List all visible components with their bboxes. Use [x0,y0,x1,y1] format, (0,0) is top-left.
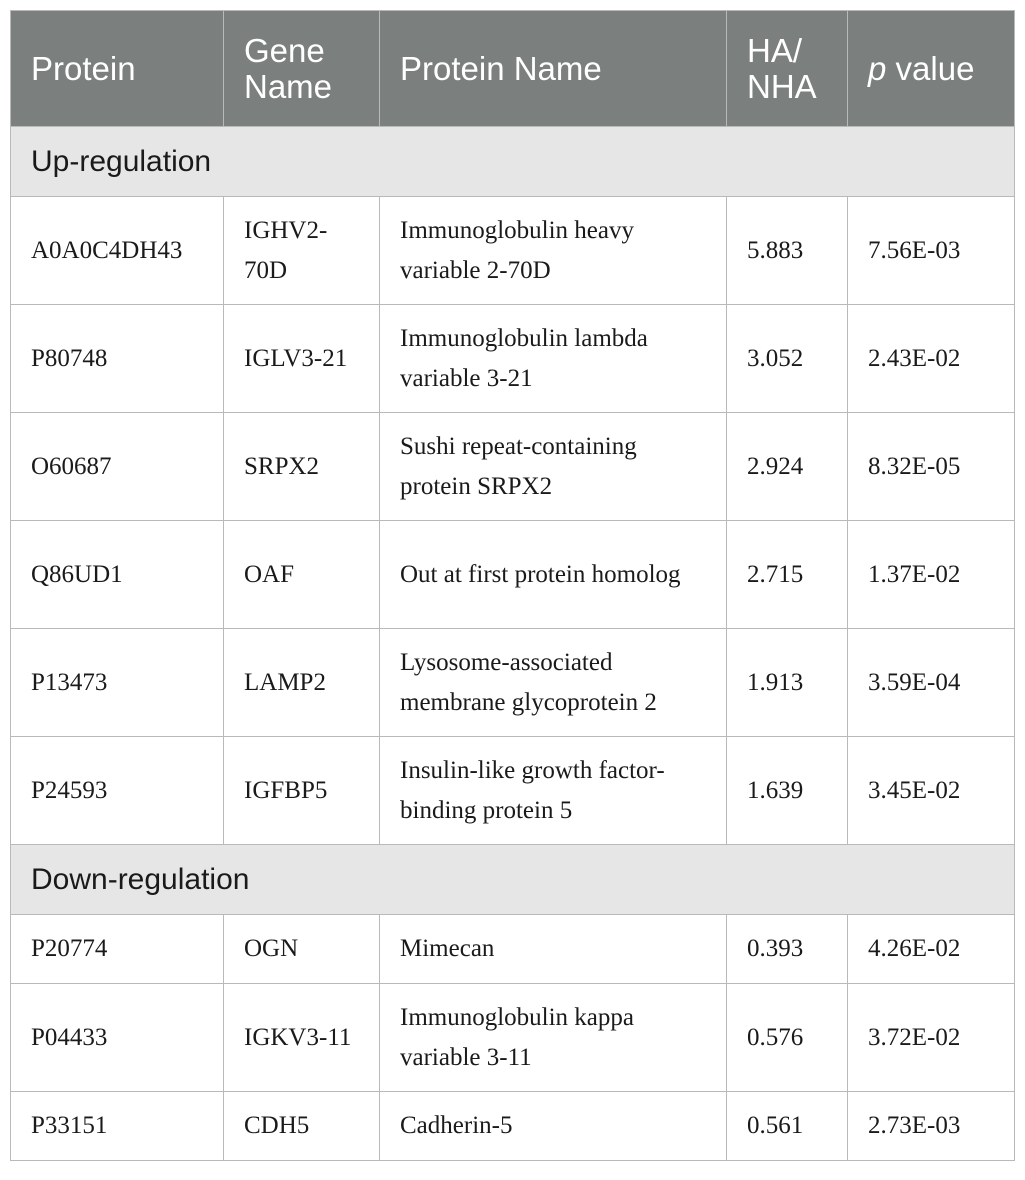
cell-p-value: 3.59E-04 [848,629,1015,737]
cell-p-value: 2.73E-03 [848,1092,1015,1161]
header-gene-name: Gene Name [224,11,380,127]
table-row [11,915,1015,984]
header-row [11,11,1015,127]
cell-p-value: 7.56E-03 [848,197,1015,305]
table-row [11,629,1015,737]
cell-ratio: 1.639 [727,737,848,845]
cell-protein-name: Mimecan [380,915,727,984]
table-row [11,413,1015,521]
cell-p-value: 1.37E-02 [848,521,1015,629]
table-row [11,1092,1015,1161]
section-row-down [11,845,1015,915]
table-row [11,305,1015,413]
cell-gene: IGHV2-70D [224,197,380,305]
cell-p-value: 8.32E-05 [848,413,1015,521]
table-row [11,197,1015,305]
cell-p-value: 4.26E-02 [848,915,1015,984]
header-protein: Protein [11,11,224,127]
cell-protein: P80748 [11,305,224,413]
cell-protein: P33151 [11,1092,224,1161]
p-rest: value [886,49,975,87]
header-ratio: HA/ NHA [727,11,848,127]
table-row [11,737,1015,845]
cell-protein-name: Immunoglobulin heavy variable 2-70D [380,197,727,305]
table-row [11,984,1015,1092]
cell-ratio: 0.393 [727,915,848,984]
header-p-value [848,11,1015,127]
cell-protein-name: Immunoglobulin lambda variable 3-21 [380,305,727,413]
cell-p-value: 2.43E-02 [848,305,1015,413]
cell-protein: P04433 [11,984,224,1092]
section-label-down: Down-regulation [11,845,1015,915]
cell-ratio: 2.924 [727,413,848,521]
p-letter: p [868,49,887,87]
cell-protein: P20774 [11,915,224,984]
cell-gene: OGN [224,915,380,984]
cell-gene: IGKV3-11 [224,984,380,1092]
cell-gene: SRPX2 [224,413,380,521]
cell-protein: Q86UD1 [11,521,224,629]
table-row [11,521,1015,629]
cell-ratio: 2.715 [727,521,848,629]
cell-protein-name: Lysosome-associated membrane glycoprotein 2 [380,629,727,737]
cell-gene: CDH5 [224,1092,380,1161]
cell-gene: OAF [224,521,380,629]
cell-ratio: 5.883 [727,197,848,305]
cell-protein-name: Immunoglobulin kappa variable 3-11 [380,984,727,1092]
cell-protein-name: Out at first protein homolog [380,521,727,629]
cell-ratio: 0.561 [727,1092,848,1161]
cell-p-value: 3.72E-02 [848,984,1015,1092]
cell-protein: A0A0C4DH43 [11,197,224,305]
header-protein-name: Protein Name [380,11,727,127]
cell-gene: LAMP2 [224,629,380,737]
cell-p-value: 3.45E-02 [848,737,1015,845]
cell-gene: IGFBP5 [224,737,380,845]
cell-protein-name: Cadherin-5 [380,1092,727,1161]
cell-ratio: 3.052 [727,305,848,413]
section-row-up [11,127,1015,197]
section-label-up: Up-regulation [11,127,1015,197]
cell-protein: O60687 [11,413,224,521]
protein-table [10,10,1015,1161]
cell-protein: P24593 [11,737,224,845]
cell-ratio: 1.913 [727,629,848,737]
cell-protein-name: Insulin-like growth factor-binding protein 5 [380,737,727,845]
cell-protein: P13473 [11,629,224,737]
cell-ratio: 0.576 [727,984,848,1092]
cell-gene: IGLV3-21 [224,305,380,413]
cell-protein-name: Sushi repeat-containing protein SRPX2 [380,413,727,521]
